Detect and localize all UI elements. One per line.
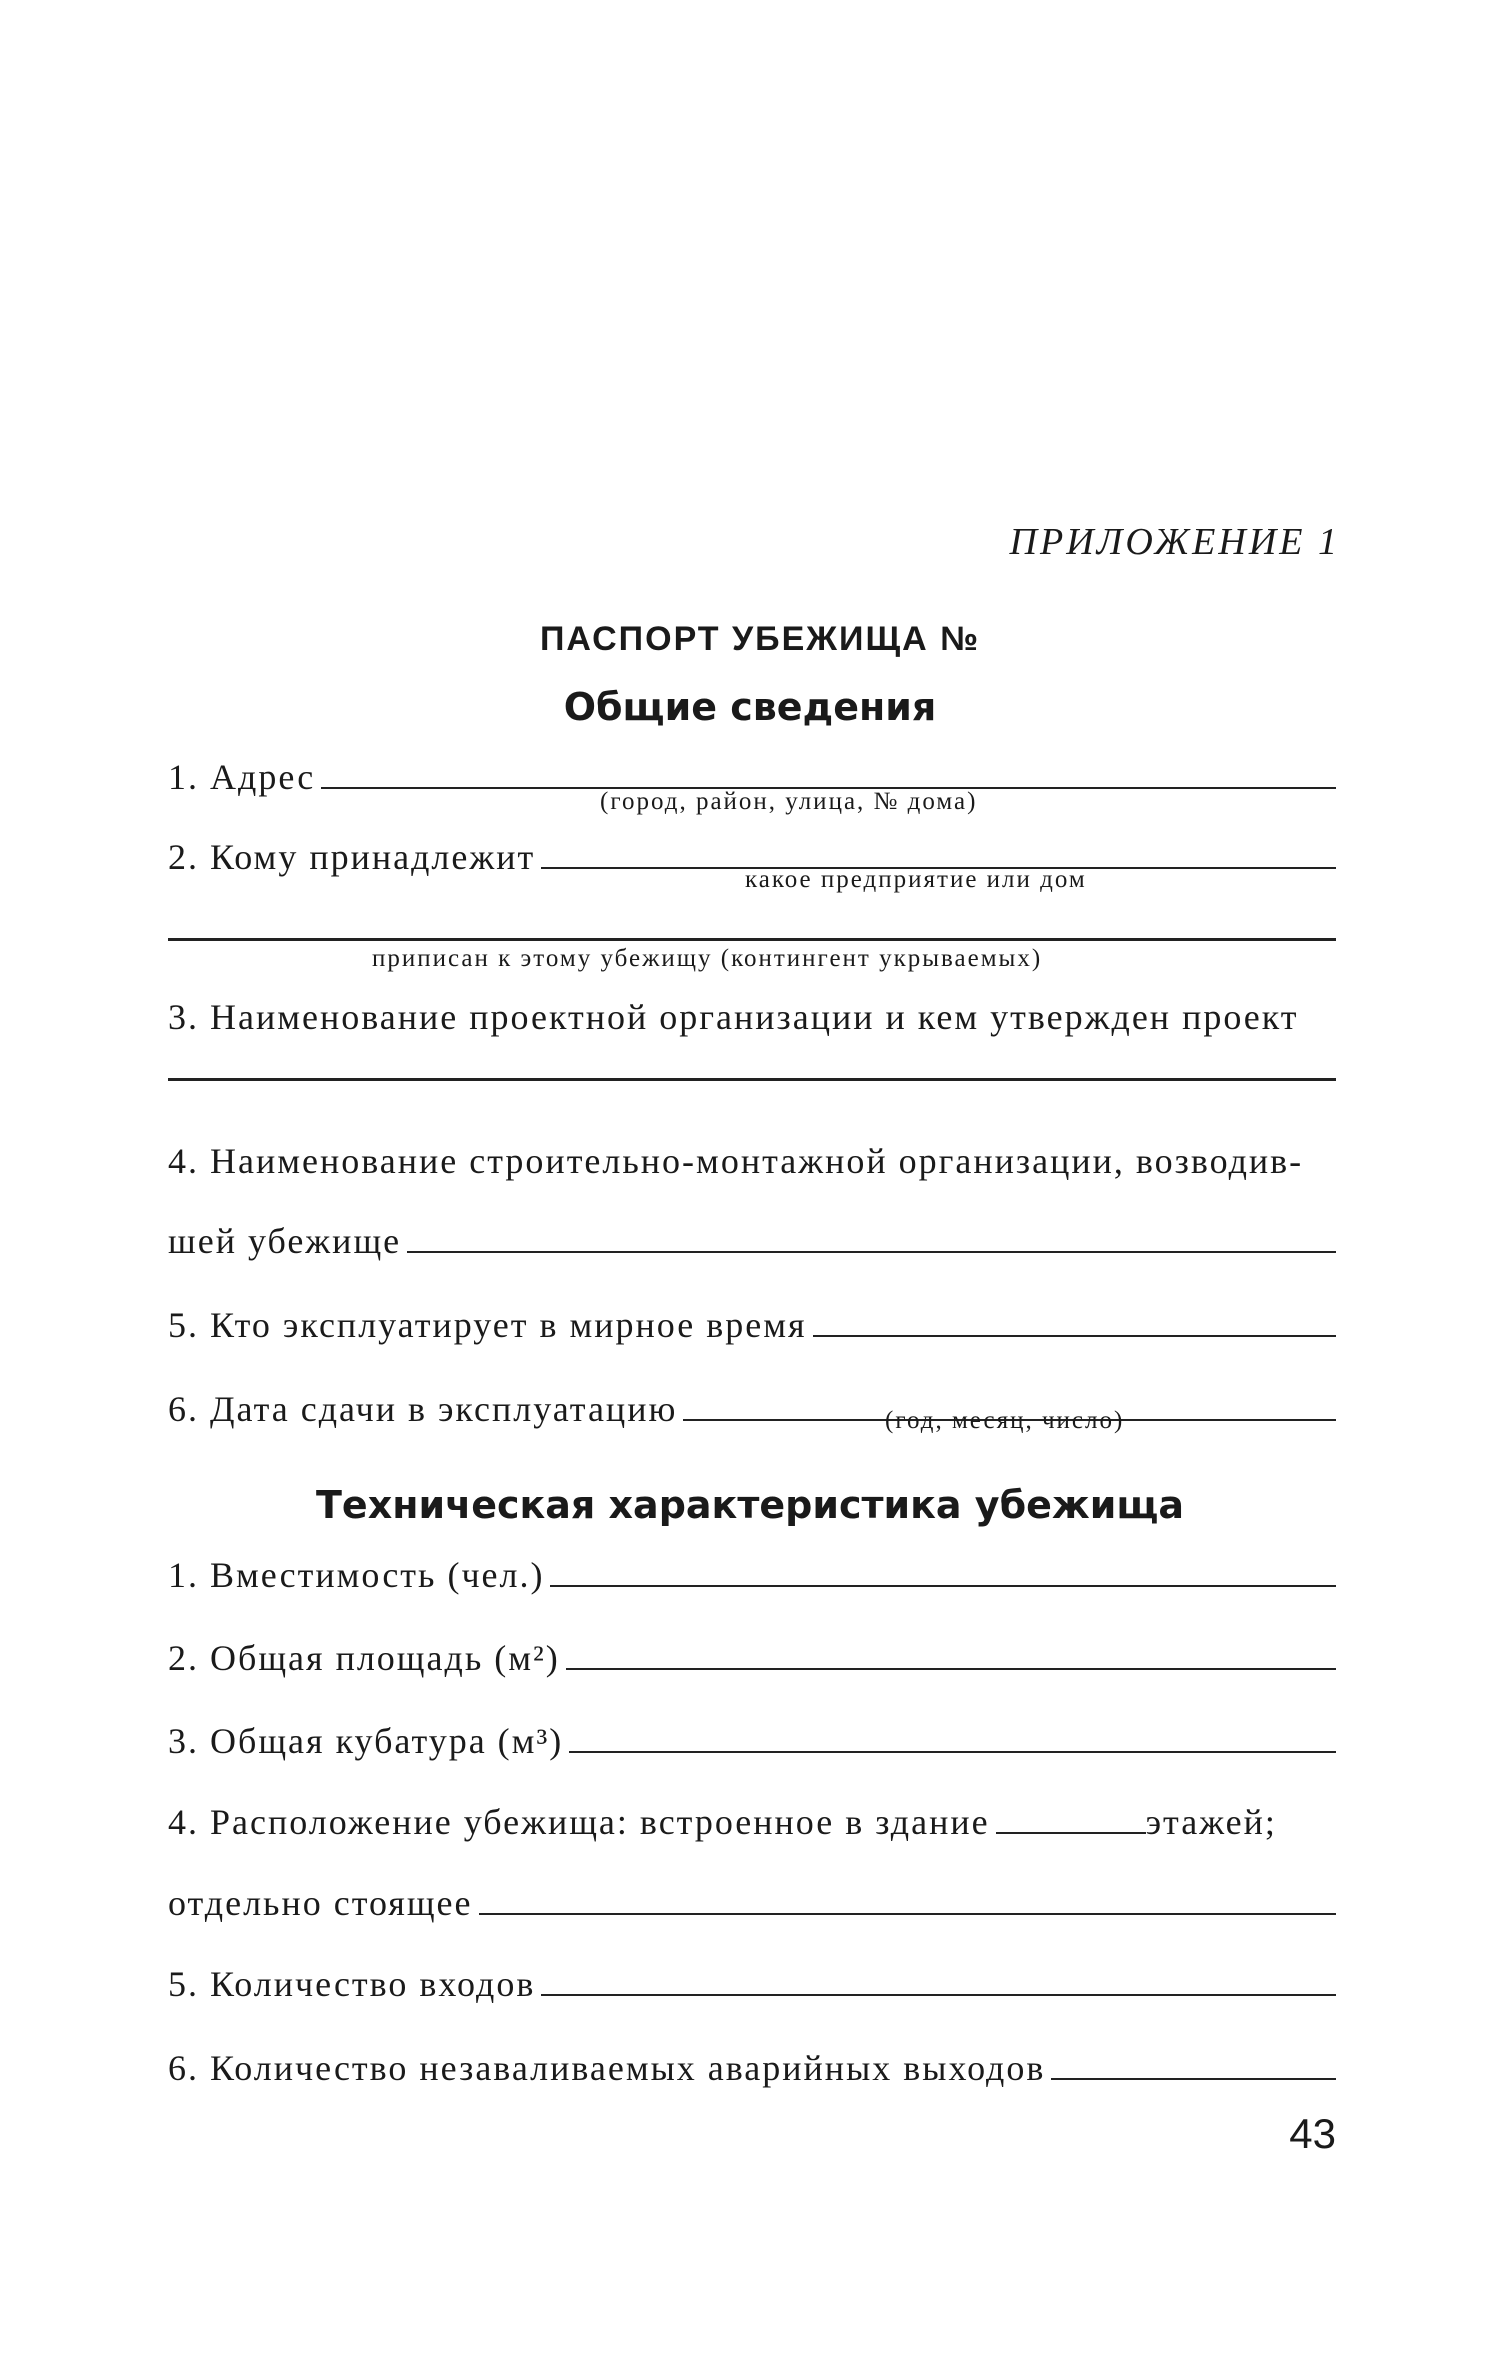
- address-label: 1. Адрес: [168, 757, 316, 797]
- operator-line[interactable]: [813, 1335, 1336, 1337]
- page-number: 43: [1289, 2110, 1336, 2157]
- design-org-line[interactable]: [168, 1078, 1336, 1081]
- detached-label: отдельно стоящее: [168, 1883, 473, 1923]
- area-line[interactable]: [566, 1668, 1336, 1670]
- construction-org-field: [168, 1136, 1336, 1182]
- emergency-exits-line[interactable]: [1051, 2078, 1336, 2080]
- area-label: 2. Общая площадь (м²): [168, 1638, 560, 1678]
- design-org-label: 3. Наименование проектной организации и кем утвержден проект: [168, 997, 1299, 1037]
- detached-field: [168, 1878, 1336, 1924]
- commission-date-hint: (год, месяц, число): [885, 1407, 1125, 1434]
- emergency-exits-label: 6. Количество незаваливаемых аварийных выходов: [168, 2048, 1046, 2088]
- entrances-line[interactable]: [541, 1994, 1336, 1996]
- commission-date-field: [168, 1384, 1336, 1430]
- design-org-field: [168, 992, 1336, 1038]
- general-section-heading: Общие сведения: [563, 685, 937, 729]
- operator-label: 5. Кто эксплуатирует в мирное время: [168, 1305, 807, 1345]
- entrances-label: 5. Количество входов: [168, 1964, 536, 2004]
- volume-field: [168, 1716, 1336, 1762]
- commission-date-label: 6. Дата сдачи в эксплуатацию: [168, 1389, 678, 1429]
- address-hint: (город, район, улица, № дома): [600, 788, 978, 815]
- document-title: ПАСПОРТ УБЕЖИЩА №: [539, 620, 980, 658]
- construction-org-line[interactable]: [407, 1251, 1336, 1253]
- location-label: 4. Расположение убежища: встроенное в здание: [168, 1802, 990, 1842]
- construction-org-label: 4. Наименование строительно-монтажной организации, возводив-: [168, 1141, 1304, 1181]
- appendix-label: ПРИЛОЖЕНИЕ 1: [1009, 521, 1340, 563]
- capacity-line[interactable]: [550, 1585, 1336, 1587]
- floors-label: этажей;: [1145, 1802, 1277, 1842]
- contingent-hint: приписан к этому убежищу (контингент укрываемых): [372, 945, 1043, 972]
- volume-label: 3. Общая кубатура (м³): [168, 1721, 564, 1761]
- construction-org-cont-field: [168, 1216, 1336, 1262]
- area-field: [168, 1633, 1336, 1679]
- floors-line[interactable]: [996, 1832, 1146, 1834]
- entrances-field: [168, 1959, 1336, 2005]
- construction-org-cont-label: шей убежище: [168, 1221, 402, 1261]
- owner-label: 2. Кому принадлежит: [168, 837, 536, 877]
- technical-section-heading: Техническая характеристика убежища: [316, 1483, 1184, 1527]
- detached-line[interactable]: [479, 1913, 1336, 1915]
- capacity-field: [168, 1550, 1336, 1596]
- contingent-line[interactable]: [168, 938, 1336, 941]
- operator-field: [168, 1300, 1336, 1346]
- volume-line[interactable]: [569, 1751, 1336, 1753]
- location-field: [168, 1797, 1336, 1843]
- capacity-label: 1. Вместимость (чел.): [168, 1555, 545, 1595]
- owner-hint: какое предприятие или дом: [745, 866, 1087, 893]
- emergency-exits-field: [168, 2043, 1336, 2089]
